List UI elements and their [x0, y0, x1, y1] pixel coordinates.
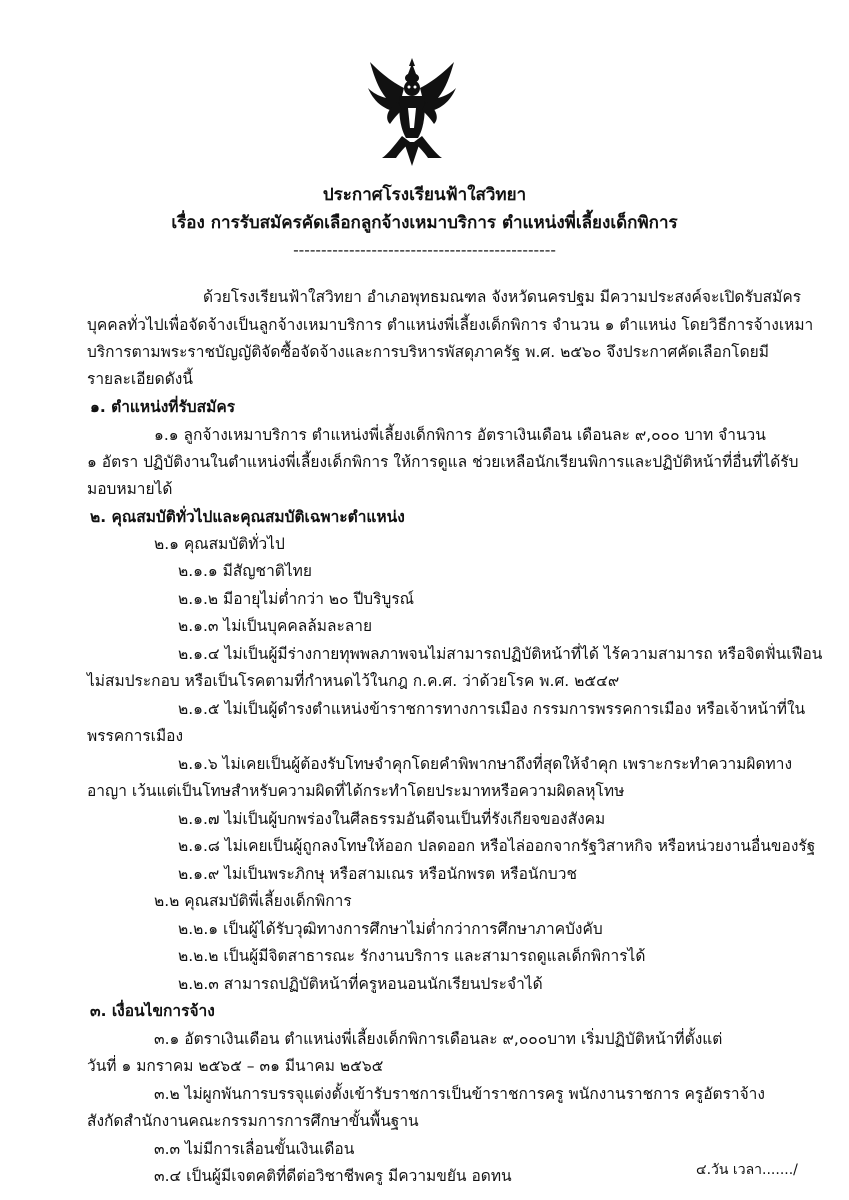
item-2-1-6-line-2: อาญา เว้นแต่เป็นโทษสำหรับความผิดที่ได้กระทำโดยประมาทหรือความผิดลหุโทษ: [87, 782, 625, 800]
item-3-3: ๓.๓ ไม่มีการเลื่อนขั้นเงินเดือน: [154, 1140, 355, 1158]
section1-line-3: มอบหมายได้: [87, 480, 173, 498]
item-2-1-6-line-1: ๒.๑.๖ ไม่เคยเป็นผู้ต้องรับโทษจำคุกโดยคำพิพากษาถึงที่สุดให้จำคุก เพราะกระทำความผิดทาง: [178, 755, 793, 773]
item-2-2-1: ๒.๒.๑ เป็นผู้ได้รับวุฒิทางการศึกษาไม่ต่ำกว่าการศึกษาภาคบังคับ: [178, 920, 603, 938]
item-2-1-1: ๒.๑.๑ มีสัญชาติไทย: [178, 562, 312, 580]
item-2-1-7: ๒.๑.๗ ไม่เป็นผู้บกพร่องในศีลธรรมอันดีจนเป็นที่รังเกียจของสังคม: [178, 810, 606, 828]
item-2-1-9: ๒.๑.๙ ไม่เป็นพระภิกษุ หรือสามเณร หรือนักพรต หรือนักบวช: [178, 865, 577, 883]
section2-heading: ๒. คุณสมบัติทั่วไปและคุณสมบัติเฉพาะตำแหน่ง: [90, 508, 405, 526]
divider: -----------------------------------------------: [293, 241, 556, 259]
section2-sub2: ๒.๒ คุณสมบัติพี่เลี้ยงเด็กพิการ: [154, 892, 352, 910]
continuation-marker: ๔.วัน เวลา......./: [696, 1162, 798, 1178]
intro-text: ด้วยโรงเรียนฟ้าใสวิทยา อำเภอพุทธมณฑล จังหวัดนครปฐม มีความประสงค์จะเปิดรับสมัคร: [203, 288, 802, 306]
section1-line-2: ๑ อัตรา ปฏิบัติงานในตำแหน่งพี่เลี้ยงเด็กพิการ ให้การดูแล ช่วยเหลือนักเรียนพิการและปฏิบัติหน้าที่อื่นที่ได้รับ: [87, 453, 799, 471]
item-2-1-4-line-1: ๒.๑.๔ ไม่เป็นผู้มีร่างกายทุพพลภาพจนไม่สามารถปฏิบัติหน้าที่ได้ ไร้ความสามารถ หรือจิตฟั่นเฟือน: [178, 645, 823, 663]
intro-line-2: บุคคลทั่วไปเพื่อจัดจ้างเป็นลูกจ้างเหมาบริการ ตำแหน่งพี่เลี้ยงเด็กพิการ จำนวน ๑ ตำแหน่ง โดยวิธีการจ้างเหมา: [87, 316, 814, 334]
item-2-1-2: ๒.๑.๒ มีอายุไม่ต่ำกว่า ๒๐ ปีบริบูรณ์: [178, 590, 415, 608]
intro-line-1: [203, 287, 802, 307]
item-3-4: ๓.๔ เป็นผู้มีเจตคติที่ดีต่อวิชาชีพครู มีความขยัน อดทน: [154, 1167, 512, 1185]
announcement-subject: เรื่อง การรับสมัครคัดเลือกลูกจ้างเหมาบริการ ตำแหน่งพี่เลี้ยงเด็กพิการ: [171, 213, 678, 233]
garuda-emblem-icon: [368, 58, 456, 166]
section1-heading: ๑. ตำแหน่งที่รับสมัคร: [90, 398, 236, 416]
item-2-2-2: ๒.๒.๒ เป็นผู้มีจิตสาธารณะ รักงานบริการ และสามารถดูแลเด็กพิการได้: [178, 947, 646, 965]
item-3-2-line-1: ๓.๒ ไม่ผูกพันการบรรจุแต่งตั้งเข้ารับราชการเป็นข้าราชการครู พนักงานราชการ ครูอัตราจ้าง: [154, 1085, 765, 1103]
section3-heading: ๓. เงื่อนไขการจ้าง: [90, 1002, 215, 1020]
item-2-1-5-line-2: พรรคการเมือง: [87, 727, 184, 745]
section1-line-1: ๑.๑ ลูกจ้างเหมาบริการ ตำแหน่งพี่เลี้ยงเด็กพิการ อัตราเงินเดือน เดือนละ ๙,๐๐๐ บาท จำนวน: [154, 426, 766, 444]
intro-line-4: รายละเอียดดังนี้: [87, 370, 193, 388]
intro-line-3: บริการตามพระราชบัญญัติจัดซื้อจัดจ้างและการบริหารพัสดุภาครัฐ พ.ศ. ๒๕๖๐ จึงประกาศคัดเลือกโดยมี: [87, 343, 769, 361]
section2-sub1: ๒.๑ คุณสมบัติทั่วไป: [154, 535, 285, 553]
item-2-1-8: ๒.๑.๘ ไม่เคยเป็นผู้ถูกลงโทษให้ออก ปลดออก หรือไล่ออกจากรัฐวิสาหกิจ หรือหน่วยงานอื่นของรัฐ: [178, 837, 816, 855]
item-3-2-line-2: สังกัดสำนักงานคณะกรรมการการศึกษาขั้นพื้นฐาน: [87, 1112, 419, 1130]
item-3-1-line-1: ๓.๑ อัตราเงินเดือน ตำแหน่งพี่เลี้ยงเด็กพิการเดือนละ ๙,๐๐๐บาท เริ่มปฏิบัติหน้าที่ตั้งแต่: [154, 1030, 723, 1048]
item-3-1-line-2: วันที่ ๑ มกราคม ๒๕๖๕ – ๓๑ มีนาคม ๒๕๖๕: [87, 1057, 384, 1075]
announcement-title: ประกาศโรงเรียนฟ้าใสวิทยา: [322, 185, 527, 205]
item-2-1-3: ๒.๑.๓ ไม่เป็นบุคคลล้มละลาย: [178, 617, 373, 635]
item-2-1-5-line-1: ๒.๑.๕ ไม่เป็นผู้ดำรงตำแหน่งข้าราชการทางการเมือง กรรมการพรรคการเมือง หรือเจ้าหน้าที่ใน: [178, 700, 806, 718]
item-2-2-3: ๒.๒.๓ สามารถปฏิบัติหน้าที่ครูหอนอนนักเรียนประจำได้: [178, 975, 543, 993]
item-2-1-4-line-2: ไม่สมประกอบ หรือเป็นโรคตามที่กำหนดไว้ในกฎ ก.ค.ศ. ว่าด้วยโรค พ.ศ. ๒๕๔๙: [87, 672, 620, 690]
